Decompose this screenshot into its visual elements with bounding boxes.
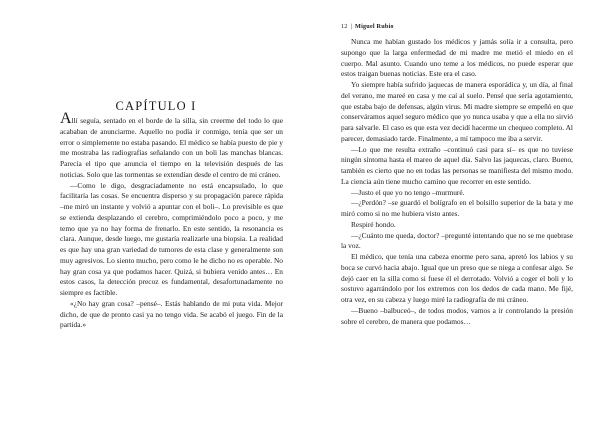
running-head — [341, 23, 394, 30]
paragraph: —Lo que me resulta extraño –continuó casi para sí– es que no tuviese ningún síntoma hasta el mareo de aquel día. Salvo las jaquecas, claro. Bueno, también es cierto que no en todas las personas se manifiesta del mismo modo. La ciencia aún tiene mucho camino que recorrer en este sentido. — [341, 144, 573, 186]
chapter-title: CAPÍTULO I — [115, 99, 197, 113]
page-number: 12 — [341, 23, 348, 30]
left-page-body — [60, 110, 283, 331]
paragraph: —¿Cuánto me queda, doctor? –pregunté intentando que no se me quebrase la voz. — [341, 230, 573, 251]
paragraph: —Bueno –balbuceó–, de todos modos, vamos a ir controlando la presión sobre el cerebro, de manera que podamos… — [341, 305, 573, 326]
author-name: Miguel Rubio — [355, 23, 394, 30]
paragraph: —Justo el que yo no tengo –murmuré. — [351, 187, 465, 197]
right-page — [300, 0, 600, 425]
right-page-body — [341, 37, 573, 327]
paragraph: Yo siempre había sufrido jaquecas de manera esporádica y, un día, al final del verano, me mareé en casa y me caí al suelo. Pensé que sería agotamiento, que estaba bajo de defensas, algún virus. Mi madre siempre se empeñó en que conserváramos aquel seguro médico que yo nunca usaba y que a ella no sirvió para salvarle. El caso es que esta vez decidí hacerme un chequeo completo. Al parecer, demasiado tarde. Finalmente, a mí tampoco me iba a servir. — [341, 80, 573, 143]
paragraph: «¿No hay gran cosa? –pensé–. Estás hablando de mi puta vida. Mejor dicho, de que de pronto casi ya no tengo vida. Se acabó el juego. Fin de la partida.» — [60, 298, 283, 330]
first-paragraph — [60, 110, 283, 181]
paragraph: —Como le digo, desgraciadamente no está encapsulado, lo que facilitaría las cosas. Se encuentra disperso y su propagación parece rápida –me miró un instante y volvió a apuntar con el boli–. Lo previsible es que se extienda desplazando el cerebro, comprimiéndolo poco a poco, y me temo que ya no hay forma de frenarlo. En este sentido, la resonancia es clara. Aunque, desde luego, me gustaría realizarle una biopsia. La realidad es que hay una gran variedad de tumores de esta clase y generalmente son muy agresivos. Lo siento mucho, pero como le he dicho no es operable. No hay gran cosa ya que podamos hacer. Quizá, si hubiera venido antes… En estos casos, la detección precoz es fundamental, desafortunadamente no siempre es factible. — [60, 180, 283, 297]
running-head-separator: | — [350, 23, 353, 30]
paragraph: El médico, que tenía una cabeza enorme pero sana, apretó los labios y su boca se curvó hacia abajo. Igual que un preso que se niega a confesar algo. Se dejó caer en la silla como si fuese él el derrotado. Volvió a coger el boli y lo sostuvo agarrándolo por los extremos con los dedos de cada mano. Me fijé, otra vez, en su cabeza y luego miré la radiografía de mi cráneo. — [341, 252, 573, 304]
paragraph: Respiré hondo. — [351, 219, 396, 229]
first-paragraph-text: llí seguía, sentado en el borde de la silla, sin creerme del todo lo que acababan de anunciarme. Aquello no podía ir conmigo, tenía que ser un error o simplemente no estaba pasando. El médico se había puesto de pie y me mostraba las radiografías señalando con un boli las manchas blancas. Parecía el tipo que anuncia el tiempo en la televisión después de las noticias. Solo que las tormentas se extendían desde el centro de mi cráneo. — [60, 116, 283, 179]
paragraph: Nunca me habían gustado los médicos y jamás solía ir a consulta, pero supongo que la larga enfermedad de mi madre me metió el miedo en el cuerpo. Mal asunto. Cuando uno teme a los médicos, no puede esperar que estos traigan buenas noticias. Este era el caso. — [341, 37, 573, 79]
paragraph: —¿Perdón? –se guardó el bolígrafo en el bolsillo superior de la bata y me miró como si no me hubiera visto antes. — [341, 198, 573, 218]
drop-cap: A — [60, 110, 72, 127]
